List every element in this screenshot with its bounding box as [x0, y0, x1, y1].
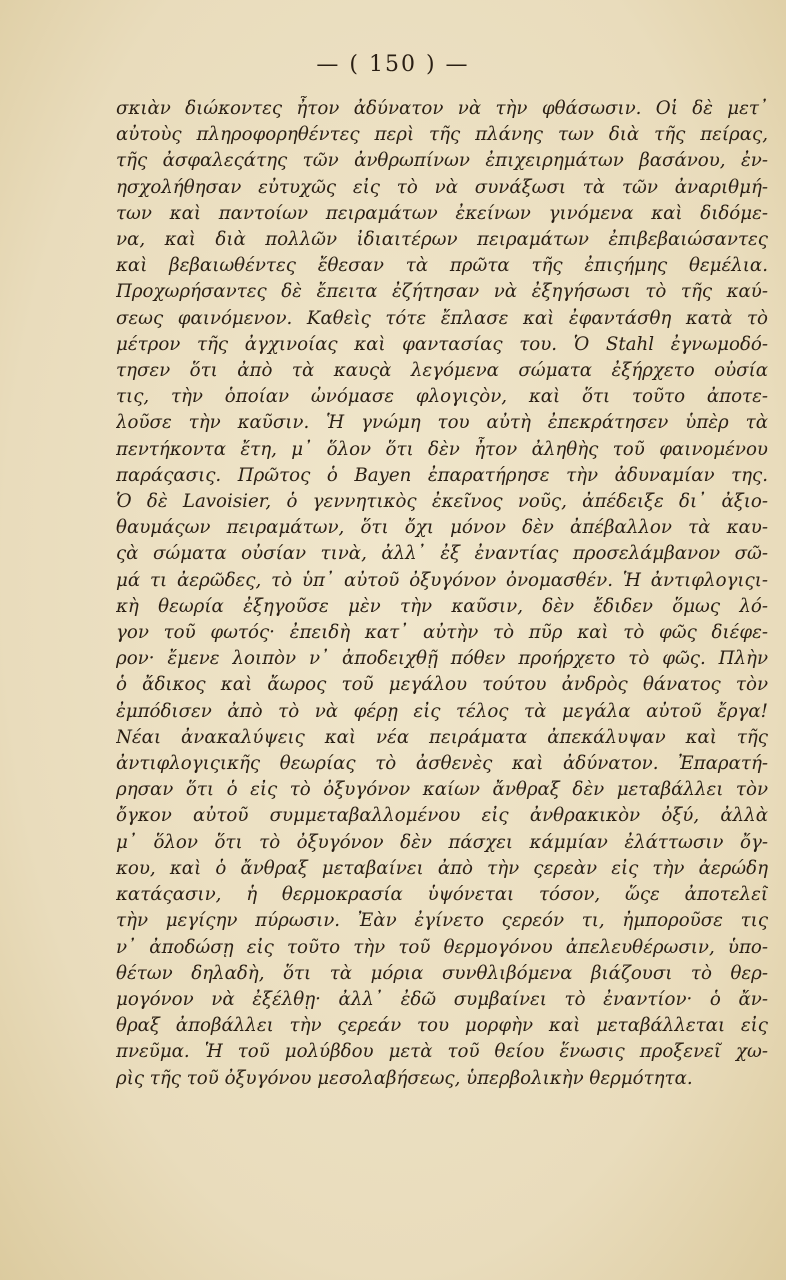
text-line: Προχωρήσαντες δὲ ἔπειτα ἐζήτησαν νὰ ἐξηγήσωσι τὸ τῆς καύ- [116, 281, 768, 303]
text-line: θραξ ἀποβάλλει τὴν ςερεάν του μορφὴν καὶ μεταβάλλεται εἰς [116, 1015, 768, 1037]
text-line: ἀντιφλογιςικῆς θεωρίας τὸ ἀσθενὲς καὶ ἀδύνατον. Ἐπαρατή- [116, 753, 768, 775]
text-line: πνεῦμα. Ἡ τοῦ μολύβδου μετὰ τοῦ θείου ἕνωσις προξενεῖ χω- [116, 1041, 768, 1063]
text-line: τις, τὴν ὁποίαν ὠνόμασε φλογιςὸν, καὶ ὅτι τοῦτο ἀποτε- [116, 386, 768, 408]
text-line: θαυμάςων πειραμάτων, ὅτι ὄχι μόνον δὲν ἀπέβαλλον τὰ καυ- [116, 517, 768, 539]
text-line: λοῦσε τὴν καῦσιν. Ἡ γνώμη του αὐτὴ ἐπεκράτησεν ὑπὲρ τὰ [116, 412, 768, 434]
text-line: τὴν μεγίςην πύρωσιν. Ἐὰν ἐγίνετο ςερεόν τι, ἠμποροῦσε τις [116, 910, 768, 932]
text-line: ρον· ἔμενε λοιπὸν ν᾽ ἀποδειχθῇ πόθεν προήρχετο τὸ φῶς. Πλὴν [116, 648, 768, 670]
text-line: των καὶ παντοίων πειραμάτων ἐκείνων γινόμενα καὶ διδόμε- [116, 202, 768, 224]
text-line: ησχολήθησαν εὐτυχῶς εἰς τὸ νὰ συνάξωσι τὰ τῶν ἀναριθμή- [116, 176, 768, 198]
text-line: θέτων δηλαδὴ, ὅτι τὰ μόρια συνθλιβόμενα βιάζουσι τὸ θερ- [116, 962, 768, 984]
page-number-header: — ( 150 ) — [316, 52, 470, 77]
text-line: ρησαν ὅτι ὁ εἰς τὸ ὀξυγόνον καίων ἄνθραξ δὲν μεταβάλλει τὸν [116, 779, 768, 801]
text-line: τησεν ὅτι ἀπὸ τὰ καυςὰ λεγόμενα σώματα ἐξήρχετο οὐσία [116, 360, 768, 382]
text-line: ςὰ σώματα οὐσίαν τινὰ, ἀλλ᾽ ἐξ ἐναντίας προσελάμβανον σῶ- [116, 543, 768, 565]
text-line: ρὶς τῆς τοῦ ὀξυγόνου μεσολαβήσεως, ὑπερβολικὴν θερμότητα. [116, 1067, 693, 1089]
text-line: κατάςασιν, ἡ θερμοκρασία ὑψόνεται τόσον, ὥςε ἀποτελεῖ [116, 884, 768, 906]
text-line: αὐτοὺς πληροφορηθέντες περὶ τῆς πλάνης των διὰ τῆς πείρας, [116, 124, 768, 146]
text-line: μέτρον τῆς ἀγχινοίας καὶ φαντασίας του. Ὁ Stahl ἐγνωμοδό- [116, 333, 768, 355]
text-line: ν᾽ ἀποδώσῃ εἰς τοῦτο τὴν τοῦ θερμογόνου ἀπελευθέρωσιν, ὑπο- [116, 936, 768, 958]
text-line: να, καὶ διὰ πολλῶν ἰδιαιτέρων πειραμάτων ἐπιβεβαιώσαντες [116, 229, 768, 251]
text-line: μογόνον νὰ ἐξέλθῃ· ἀλλ᾽ ἐδῶ συμβαίνει τὸ ἐναντίον· ὁ ἄν- [116, 988, 768, 1010]
text-line: σεως φαινόμενον. Καθεὶς τότε ἔπλασε καὶ ἐφαντάσθη κατὰ τὸ [116, 307, 768, 329]
text-line: κου, καὶ ὁ ἄνθραξ μεταβαίνει ἀπὸ τὴν ςερεὰν εἰς τὴν ἀερώδη [116, 857, 768, 879]
text-line: Ὁ δὲ Lavoisier, ὁ γεννητικὸς ἐκεῖνος νοῦς, ἀπέδειξε δι᾽ ἀξιο- [116, 491, 768, 513]
text-line: ἐμπόδισεν ἀπὸ τὸ νὰ φέρῃ εἰς τέλος τὰ μεγάλα αὐτοῦ ἔργα! [116, 700, 768, 722]
page-body-text [116, 96, 768, 1092]
text-line: Νέαι ἀνακαλύψεις καὶ νέα πειράματα ἀπεκάλυψαν καὶ τῆς [116, 726, 768, 748]
text-line: κὴ θεωρία ἐξηγοῦσε μὲν τὴν καῦσιν, δὲν ἔδιδεν ὅμως λό- [116, 595, 768, 617]
text-line: τῆς ἀσφαλεςάτης τῶν ἀνθρωπίνων ἐπιχειρημάτων βασάνου, ἐν- [116, 150, 768, 172]
text-line: μά τι ἀερῶδες, τὸ ὑπ᾽ αὐτοῦ ὀξυγόνον ὀνομασθέν. Ἡ ἀντιφλογιςι- [116, 569, 768, 591]
text-line: καὶ βεβαιωθέντες ἔθεσαν τὰ πρῶτα τῆς ἐπιςήμης θεμέλια. [116, 255, 768, 277]
text-line: ὄγκον αὐτοῦ συμμεταβαλλομένου εἰς ἀνθρακικὸν ὀξύ, ἀλλὰ [116, 805, 768, 827]
text-line: σκιὰν διώκοντες ἦτον ἀδύνατον νὰ τὴν φθάσωσιν. Οἱ δὲ μετ᾽ [116, 98, 768, 119]
text-line: πεντήκοντα ἔτη, μ᾽ ὅλον ὅτι δὲν ἦτον ἀληθὴς τοῦ φαινομένου [116, 438, 768, 460]
text-line: ὁ ἄδικος καὶ ἄωρος τοῦ μεγάλου τούτου ἀνδρὸς θάνατος τὸν [116, 674, 768, 696]
text-line: μ᾽ ὅλον ὅτι τὸ ὀξυγόνον δὲν πάσχει κάμμίαν ἐλάττωσιν ὄγ- [116, 831, 768, 853]
text-line: παράςασις. Πρῶτος ὁ Bayen ἐπαρατήρησε τὴν ἀδυναμίαν της. [116, 464, 768, 486]
text-line: γον τοῦ φωτός· ἐπειδὴ κατ᾽ αὐτὴν τὸ πῦρ καὶ τὸ φῶς διέφε- [116, 622, 768, 644]
